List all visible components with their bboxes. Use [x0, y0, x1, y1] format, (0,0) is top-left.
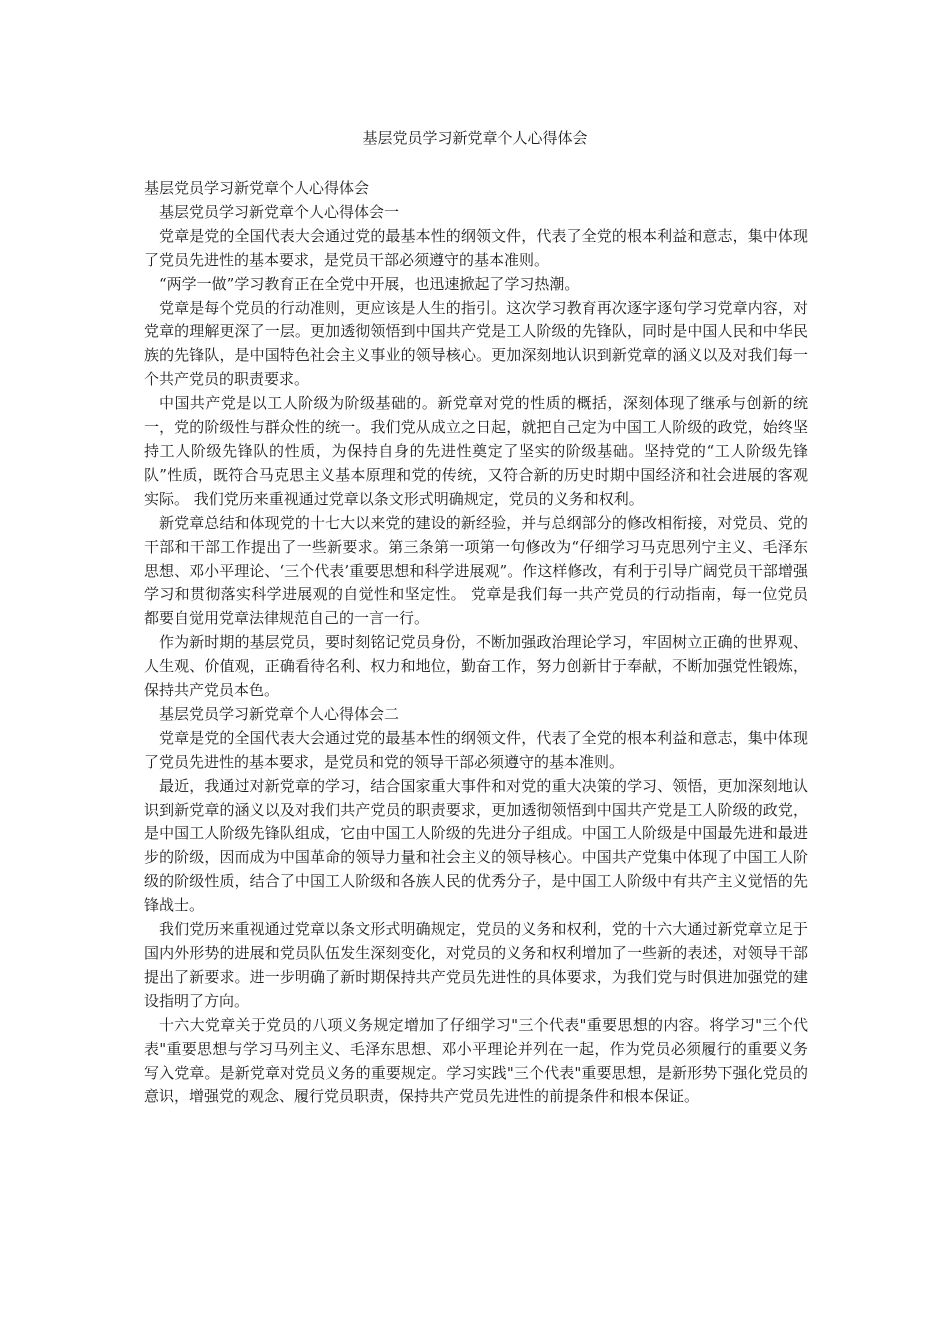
- paragraph: 中国共产党是以工人阶级为阶级基础的。新党章对党的性质的概括，深刻体现了继承与创新的统一，党的阶级性与群众性的统一。我们党从成立之日起，就把自己定为中国工人阶级的政党，始终坚持工人阶级先锋队的性质，为保持自身的先进性奠定了坚实的阶级基础。坚持党的“工人阶级先锋队”性质，既符合马克思主义基本原理和党的传统，又符合新的历史时期中国经济和社会进展的客观实际。 我们党历来重视通过党章以条文形式明确规定，党员的义务和权利。: [144, 394, 808, 508]
- body-heading: 基层党员学习新党章个人心得体会: [144, 179, 370, 197]
- document-title: 基层党员学习新党章个人心得体会: [362, 129, 588, 147]
- paragraph: 党章是每个党员的行动准则，更应该是人生的指引。这次学习教育再次逐字逐句学习党章内容，对党章的理解更深了一层。更加透彻领悟到中国共产党是工人阶级的先锋队，同时是中国人民和中华民族的先锋队，是中国特色社会主义事业的领导核心。更加深刻地认识到新党章的涵义以及对我们每一个共产党员的职责要求。: [144, 298, 808, 389]
- paragraph: 最近，我通过对新党章的学习，结合国家重大事件和对党的重大决策的学习、领悟，更加深刻地认识到新党章的涵义以及对我们共产党员的职责要求，更加透彻领悟到中国共产党是工人阶级的政党，是中国工人阶级先锋队组成，它由中国工人阶级的先进分子组成。中国工人阶级是中国最先进和最进步的阶级，因而成为中国革命的领导力量和社会主义的领导核心。中国共产党集中体现了中国工人阶级的阶级性质，结合了中国工人阶级和各族人民的优秀分子，是中国工人阶级中有共产主义觉悟的先锋战士。: [144, 776, 808, 915]
- paragraph: 新党章总结和体现党的十七大以来党的建设的新经验，并与总纲部分的修改相衔接，对党员、党的干部和干部工作提出了一些新要求。第三条第一项第一句修改为“仔细学习马克思列宁主义、毛泽东思想、邓小平理论、‘三个代表’重要思想和科学进展观”。作这样修改，有利于引导广阔党员干部增强学习和贯彻落实科学进展观的自觉性和坚定性。 党章是我们每一共产党员的行动指南，每一位党员都要自觉用党章法律规范自己的一言一行。: [144, 513, 808, 628]
- paragraph: 十六大党章关于党员的八项义务规定增加了仔细学习"三个代表"重要思想的内容。将学习"三个代表"重要思想与学习马列主义、毛泽东思想、邓小平理论并列在一起，作为党员必须履行的重要义务写入党章。是新党章对党员义务的重要规定。学习实践"三个代表"重要思想，是新形势下强化党员的意识，增强党的观念、履行党员职责，保持共产党员先进性的前提条件和根本保证。: [144, 1015, 808, 1106]
- paragraph: “两学一做”学习教育正在全党中开展，也迅速掀起了学习热潮。: [159, 274, 580, 293]
- document-body: [144, 177, 808, 1109]
- paragraph: 作为新时期的基层党员，要时刻铭记党员身份，不断加强政治理论学习，牢固树立正确的世界观、人生观、价值观，正确看待名利、权力和地位，勤奋工作，努力创新甘于奉献，不断加强党性锻炼，保持共产党员本色。: [144, 633, 808, 700]
- paragraph: 我们党历来重视通过党章以条文形式明确规定，党员的义务和权利，党的十六大通过新党章立足于国内外形势的进展和党员队伍发生深刻变化，对党员的义务和权利增加了一些新的表述，对领导干部提出了新要求。进一步明确了新时期保持共产党员先进性的具体要求，为我们党与时俱进加强党的建设指明了方向。: [144, 920, 808, 1010]
- section-heading-one: 基层党员学习新党章个人心得体会一: [159, 202, 400, 221]
- section-heading-two: 基层党员学习新党章个人心得体会二: [159, 704, 400, 723]
- paragraph: 党章是党的全国代表大会通过党的最基本性的纲领文件，代表了全党的根本利益和意志，集中体现了党员先进性的基本要求，是党员干部必须遵守的基本准则。: [144, 226, 808, 269]
- paragraph: 党章是党的全国代表大会通过党的最基本性的纲领文件，代表了全党的根本利益和意志，集中体现了党员先进性的基本要求，是党员和党的领导干部必须遵守的基本准则。: [144, 728, 808, 771]
